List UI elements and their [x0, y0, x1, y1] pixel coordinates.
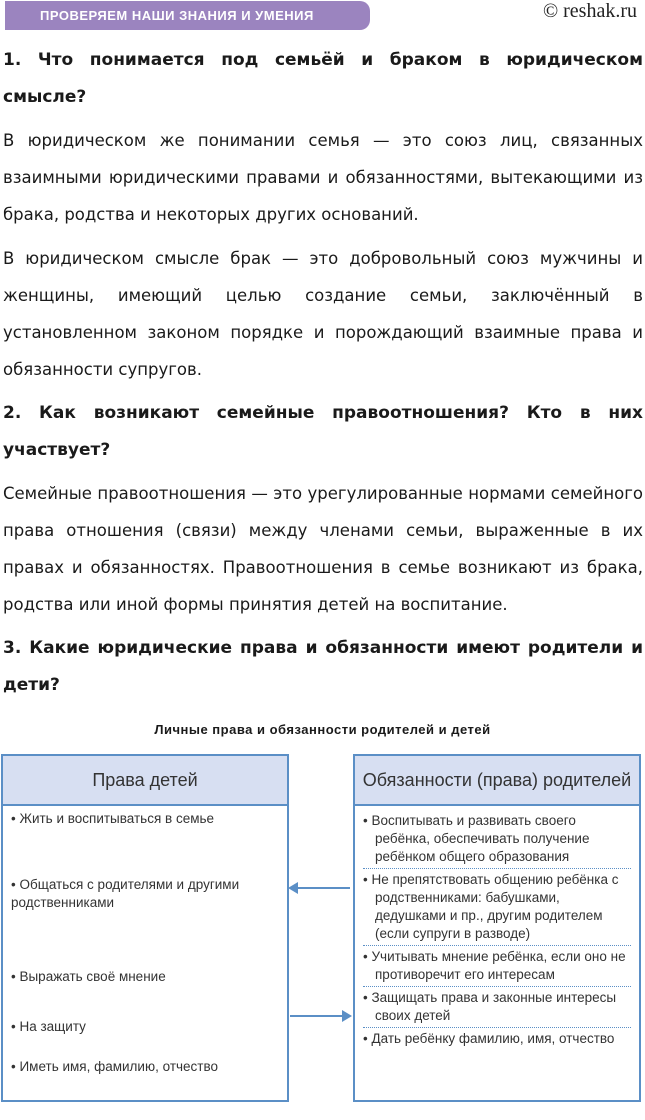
parents-duties-header: Обязанности (права) родителей: [355, 756, 639, 806]
question-1-title: 1. Что понимается под семьёй и браком в юридическом смысле?: [3, 50, 643, 107]
children-rights-header: Права детей: [3, 756, 287, 806]
watermark: © reshak.ru: [542, 0, 637, 22]
list-item: • Иметь имя, фамилию, отчество: [11, 1059, 219, 1074]
list-item: • Дать ребёнку фамилию, имя, отчество: [363, 1031, 615, 1046]
list-item: • На защиту: [11, 1019, 86, 1034]
list-item: • Общаться с родителями и другими родственниками: [11, 877, 240, 910]
list-item: • Защищать права и законные интересы своих детей: [363, 987, 631, 1028]
list-item: • Жить и воспитываться в семье: [11, 811, 215, 826]
section-banner: ПРОВЕРЯЕМ НАШИ ЗНАНИЯ И УМЕНИЯ: [5, 1, 370, 30]
question-3-title: 3. Какие юридические права и обязанности имеют родители и дети?: [3, 638, 643, 695]
diagram-title: Личные права и обязанности родителей и детей: [154, 722, 491, 737]
arrow-left-icon: [290, 887, 350, 889]
list-item: • Не препятствовать общению ребёнка с родственниками: бабушками, дедушками и пр., другим родителем (если супруги в разводе): [363, 869, 631, 946]
question-2-title: 2. Как возникают семейные правоотношения? Кто в них участвует?: [3, 403, 643, 460]
arrow-right-icon: [290, 1015, 350, 1017]
answer-1-paragraph-2: В юридическом смысле брак — это добровольный союз мужчины и женщины, имеющий целью создание семьи, заключённый в установленном законом порядке и порождающий взаимные права и обязанности супругов.: [3, 249, 643, 379]
parents-duties-box: [353, 754, 641, 1102]
list-item: • Учитывать мнение ребёнка, если оно не противоречит его интересам: [363, 946, 631, 987]
list-item: • Выражать своё мнение: [11, 969, 166, 984]
content: [3, 42, 643, 710]
answer-2-paragraph-1: Семейные правоотношения — это урегулированные нормами семейного права отношения (связи) между членами семьи, выраженные в их правах и обязанностях. Правоотношения в семье возникают из брака, родства или иной формы принятия детей на воспитание.: [3, 484, 643, 614]
answer-1-paragraph-1: В юридическом же понимании семья — это союз лиц, связанных взаимными юридическими правами и обязанностями, вытекающими из брака, родства и некоторых других оснований.: [3, 131, 643, 224]
children-rights-box: [1, 754, 289, 1102]
list-item: • Воспитывать и развивать своего ребёнка, обеспечивать получение ребёнком общего образования: [363, 810, 631, 869]
